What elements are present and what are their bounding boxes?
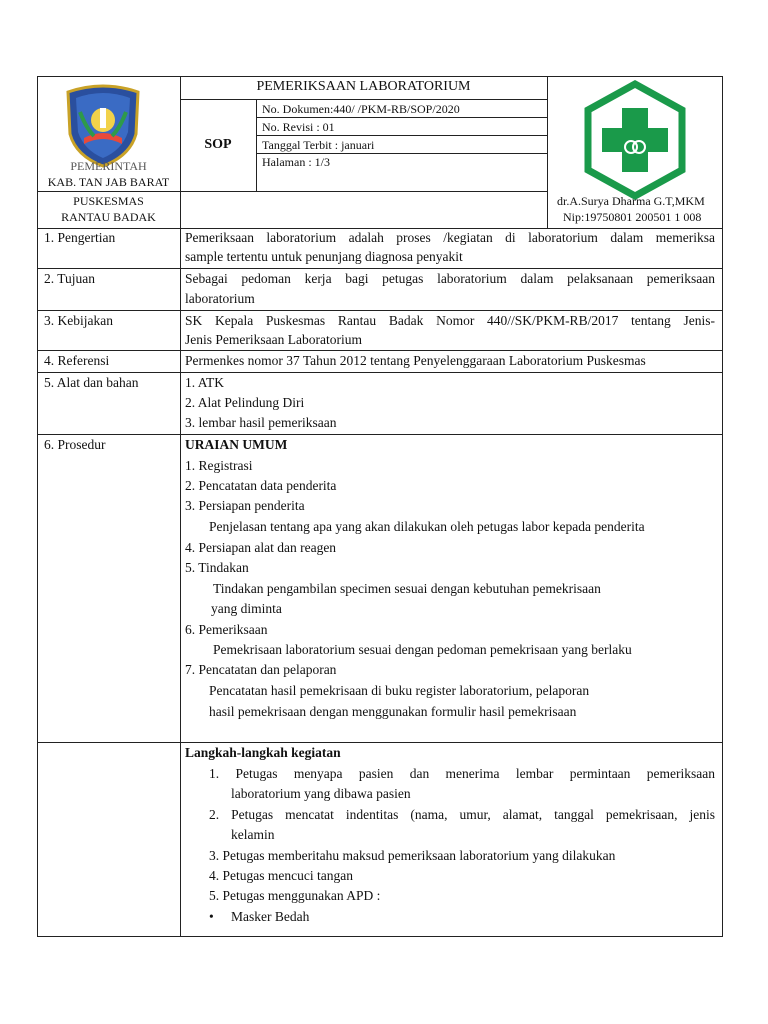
langkah-line: 5. Petugas menggunakan APD : [209,888,381,903]
regency-name: KAB. TAN JAB BARAT [47,175,170,189]
alat-item-2: 2. Alat Pelindung Diri [185,395,305,410]
tujuan-line-2: laboratorium [185,291,255,306]
prosedur-line: Pencatatan hasil pemekrisaan di buku register laboratorium, pelaporan [209,683,590,698]
label-alat-bahan: 5. Alat dan bahan [44,375,139,390]
prosedur-line: 4. Persiapan alat dan reagen [185,540,337,555]
label-referensi: 4. Referensi [44,353,110,368]
langkah-line: Masker Bedah [231,909,310,924]
langkah-line: laboratorium yang dibawa pasien [231,786,411,801]
prosedur-line: 7. Pencatatan dan pelaporan [185,662,337,677]
page-number: Halaman : 1/3 [262,155,330,169]
label-kebijakan: 3. Kebijakan [44,313,113,328]
prosedur-line: Pemekrisaan laboratorium sesuai dengan pedoman pemekrisaan yang berlaku [213,642,632,657]
prosedur-line: 1. Registrasi [185,458,253,473]
signer-nip: Nip:19750801 200501 1 008 [563,210,702,224]
langkah-line: 1. Petugas menyapa pasien dan menerima lembar permintaan pemeriksaan [209,766,715,781]
issue-date: Tanggal Terbit : januari [262,138,375,152]
prosedur-line: 6. Pemeriksaan [185,622,268,637]
signer-name: dr.A.Surya Dharma G.T,MKM [557,194,705,208]
sop-label: SOP [204,137,232,152]
document-title: PEMERIKSAAN LABORATORIUM [256,79,471,94]
prosedur-line: Tindakan pengambilan specimen sesuai dengan kebutuhan pemekrisaan [213,581,601,596]
prosedur-line: 5. Tindakan [185,560,249,575]
referensi-text: Permenkes nomor 37 Tahun 2012 tentang Penyelenggaraan Laboratorium Puskesmas [185,353,646,368]
langkah-heading: Langkah-langkah kegiatan [185,745,341,760]
prosedur-line: Penjelasan tentang apa yang akan dilakukan oleh petugas labor kepada penderita [209,519,645,534]
kebijakan-line-1: SK Kepala Puskesmas Rantau Badak Nomor 440//SK/PKM-RB/2017 tentang Jenis- [185,313,715,328]
langkah-line: 4. Petugas mencuci tangan [209,868,353,883]
document-number: No. Dokumen:440/ /PKM-RB/SOP/2020 [262,102,460,116]
alat-item-3: 3. lembar hasil pemeriksaan [185,415,337,430]
alat-item-1: 1. ATK [185,375,225,390]
label-tujuan: 2. Tujuan [44,271,96,286]
pengertian-line-1: Pemeriksaan laboratorium adalah proses /kegiatan di laboratorium dalam memeriksa [185,230,715,245]
prosedur-line: hasil pemekrisaan dengan menggunakan formulir hasil pemekrisaan [209,704,577,719]
langkah-line: 3. Petugas memberitahu maksud pemeriksaan laboratorium yang dilakukan [209,848,616,863]
prosedur-heading: URAIAN UMUM [185,437,288,452]
langkah-line: 2. Petugas mencatat indentitas (nama, umur, alamat, tanggal pemekrisaan, jenis [209,807,715,822]
pengertian-line-2: sample tertentu untuk penunjang diagnosa penyakit [185,249,463,264]
prosedur-line: yang diminta [211,601,282,616]
government-label: PEMERINTAH [70,159,147,173]
regency-emblem [64,82,142,168]
puskesmas-label: PUSKESMAS [73,194,144,208]
label-pengertian: 1. Pengertian [44,230,116,245]
prosedur-line: 3. Persiapan penderita [185,498,305,513]
puskesmas-name: RANTAU BADAK [61,210,156,224]
label-prosedur: 6. Prosedur [44,437,106,452]
kebijakan-line-2: Jenis Pemeriksaan Laboratorium [185,332,362,347]
puskesmas-logo [582,80,688,200]
langkah-line: kelamin [231,827,275,842]
revision-number: No. Revisi : 01 [262,120,335,134]
prosedur-line: 2. Pencatatan data penderita [185,478,337,493]
bullet-icon: • [209,909,214,924]
tujuan-line-1: Sebagai pedoman kerja bagi petugas laboratorium dalam pelaksanaan pemeriksaan [185,271,715,286]
